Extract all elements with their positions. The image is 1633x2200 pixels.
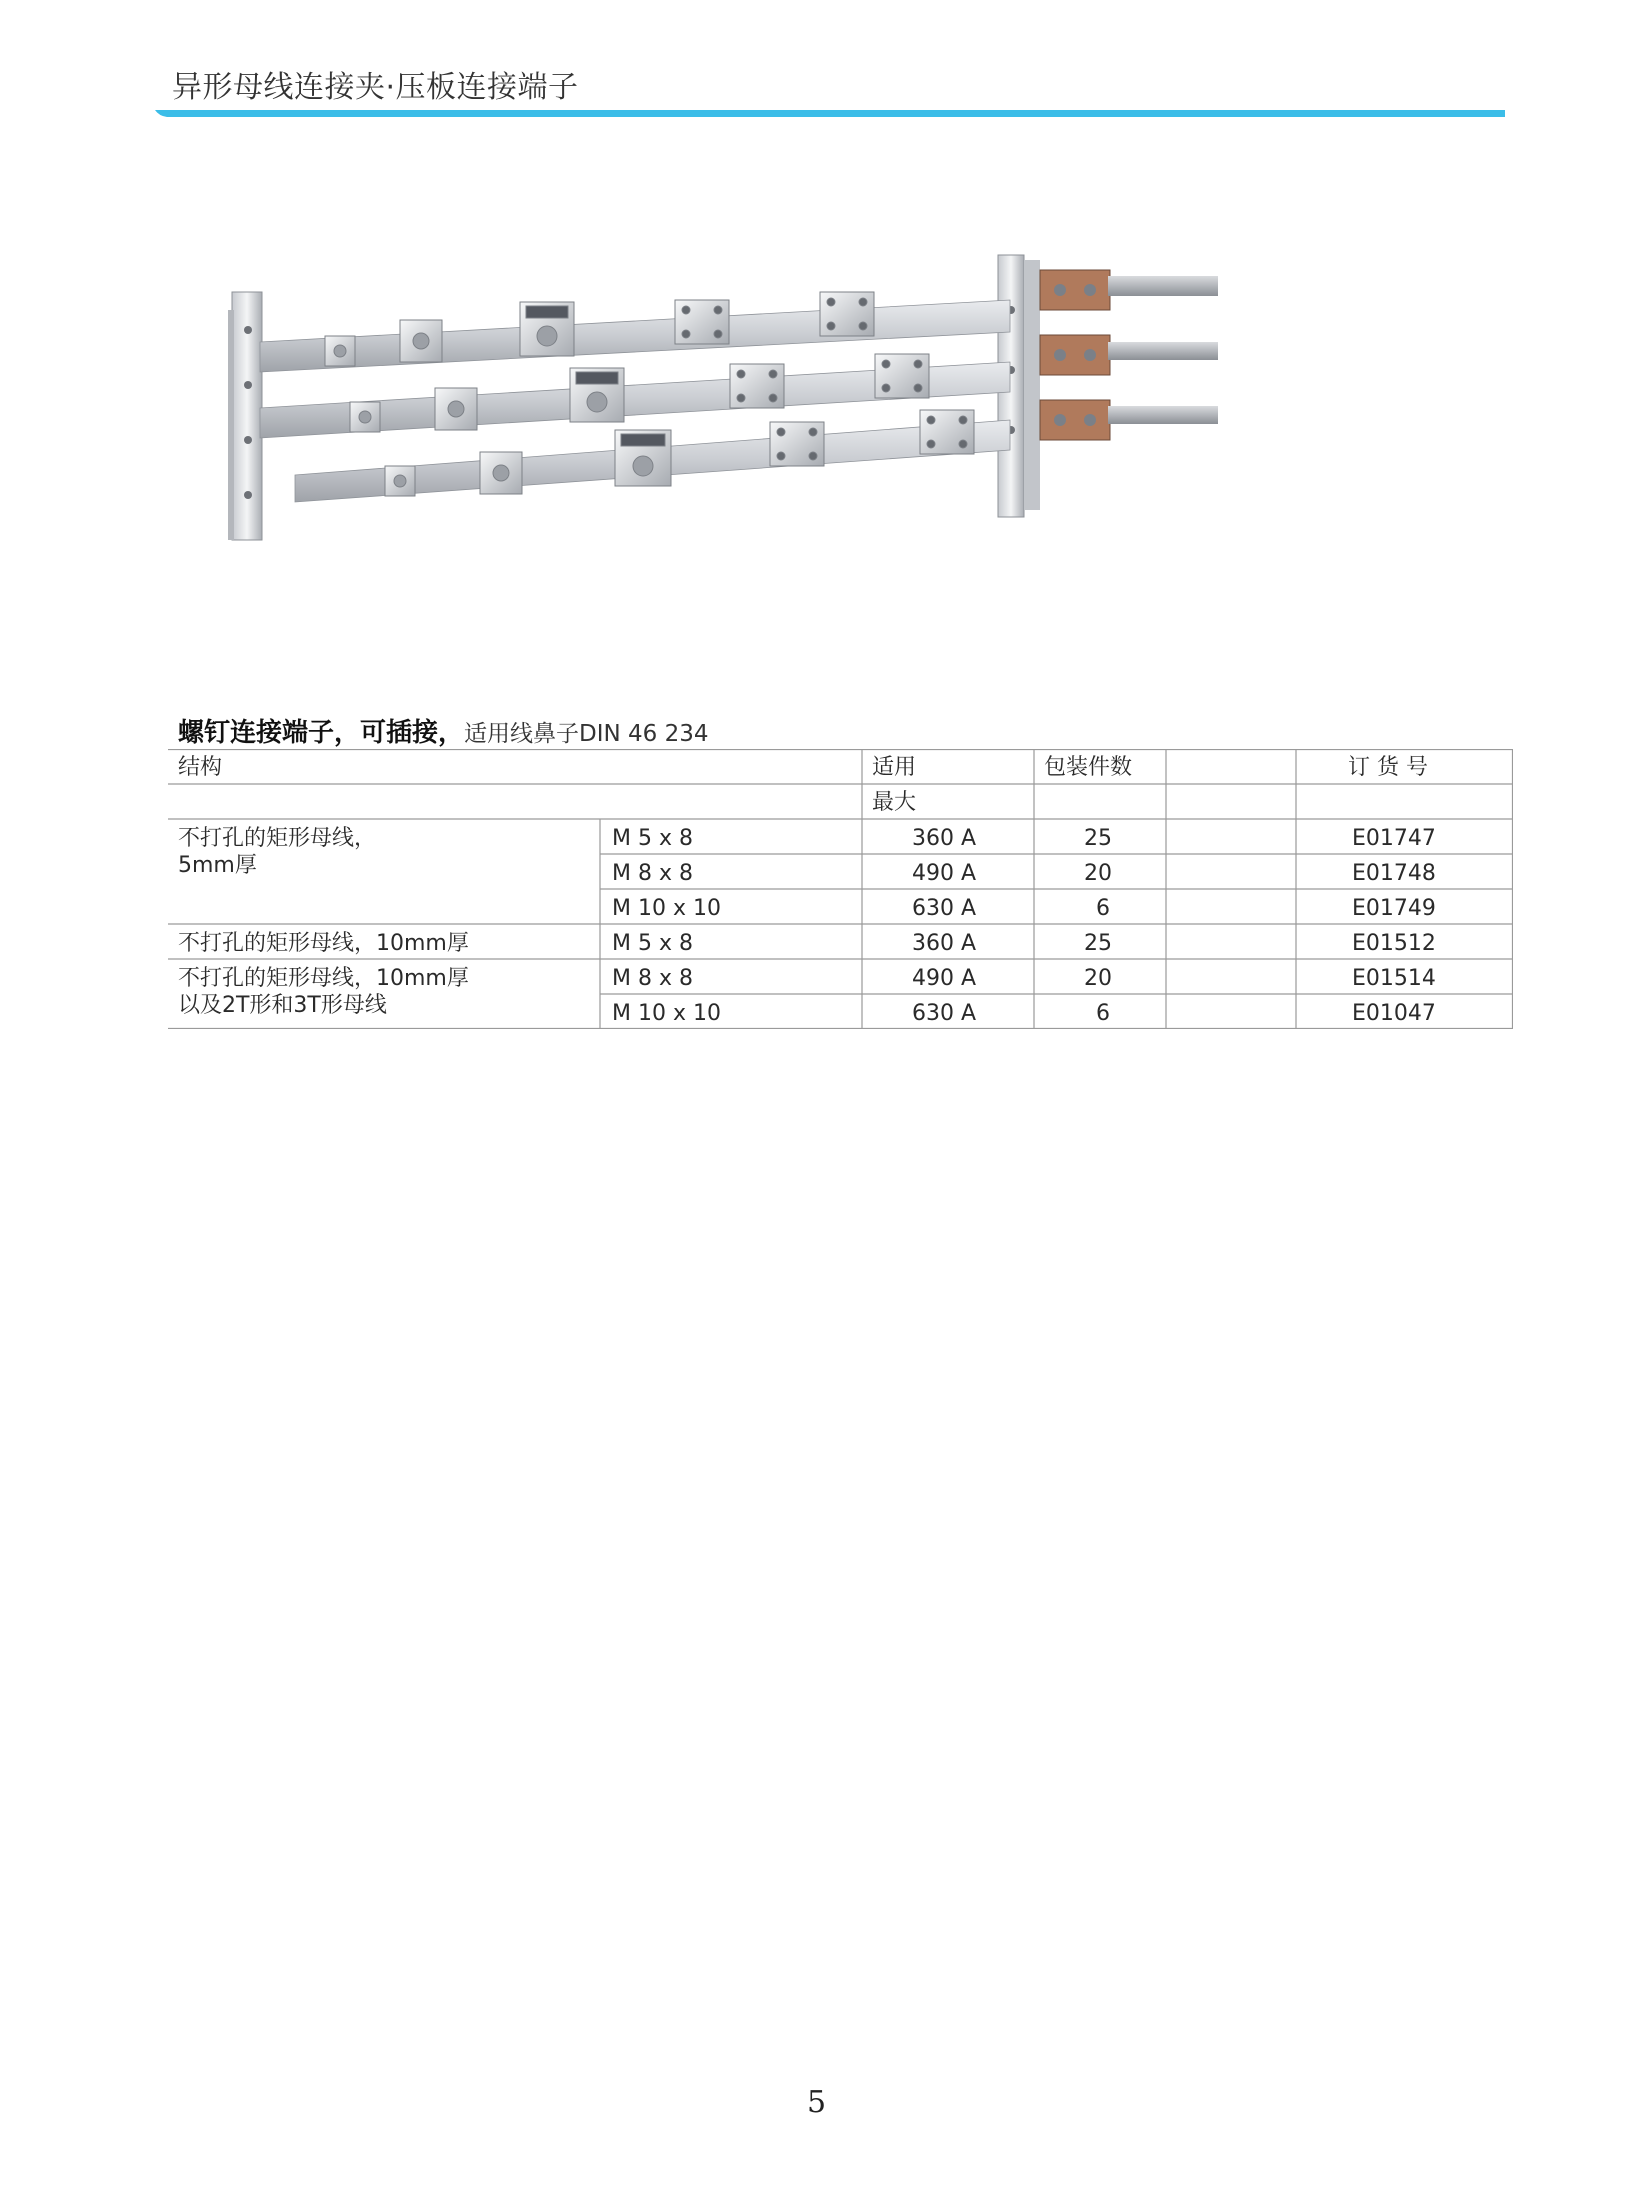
table-row-6-qty: 6 [1096,1001,1110,1026]
section-heading [178,712,709,749]
table-row-5-current: 490 A [912,966,977,991]
table-row-3-current: 630 A [912,896,977,921]
table-row-1-screw: M 5 x 8 [612,826,693,851]
header-rule [155,110,1505,120]
spec-table [168,749,1513,1029]
table-row-1-qty: 25 [1084,826,1112,851]
table-row-5-screw: M 8 x 8 [612,966,693,991]
table-row-2-qty: 20 [1084,861,1112,886]
left-support-rail [228,292,262,540]
group-1-desc-line1: 不打孔的矩形母线， [178,826,377,851]
table-row-6-current: 630 A [912,1001,977,1026]
table-row-2-current: 490 A [912,861,977,886]
cable-lugs [1040,270,1110,440]
section-heading-subtitle: 适用线鼻子DIN 46 234 [464,721,709,747]
table-row-4-current: 360 A [912,931,977,956]
header-rule-bar [155,110,1505,117]
table-row-1-current: 360 A [912,826,977,851]
group-1-desc-line2: 5mm厚 [178,853,257,878]
table-row-3-order: E01749 [1352,896,1436,921]
table-row-4-qty: 25 [1084,931,1112,956]
cables [1108,276,1218,424]
header-package: 包装件数 [1044,755,1133,780]
table-row-2-screw: M 8 x 8 [612,861,693,886]
table-row-3-screw: M 10 x 10 [612,896,721,921]
header-structure: 结构 [178,755,223,780]
group-3-desc-line2: 以及2T形和3T形母线 [178,993,387,1018]
group-3-desc-line1: 不打孔的矩形母线，10mm厚 [178,966,469,991]
table-row-3-qty: 6 [1096,896,1110,921]
section-heading-bold: 螺钉连接端子，可插接， [178,718,465,748]
table-row-2-order: E01748 [1352,861,1436,886]
header-applicable: 适用 [872,755,917,780]
table-row-5-qty: 20 [1084,966,1112,991]
table-row-4-order: E01512 [1352,931,1436,956]
table-row-1-order: E01747 [1352,826,1436,851]
product-image [220,240,1220,550]
group-2-desc-line1: 不打孔的矩形母线，10mm厚 [178,931,469,956]
table-row-5-order: E01514 [1352,966,1436,991]
header-max: 最大 [872,790,917,815]
page-number: 5 [806,2085,827,2120]
table-row-6-screw: M 10 x 10 [612,1001,721,1026]
header-order-number: 订 货 号 [1348,755,1428,780]
table-row-6-order: E01047 [1352,1001,1436,1026]
page-header-title: 异形母线连接夹·压板连接端子 [172,70,579,105]
table-row-4-screw: M 5 x 8 [612,931,693,956]
